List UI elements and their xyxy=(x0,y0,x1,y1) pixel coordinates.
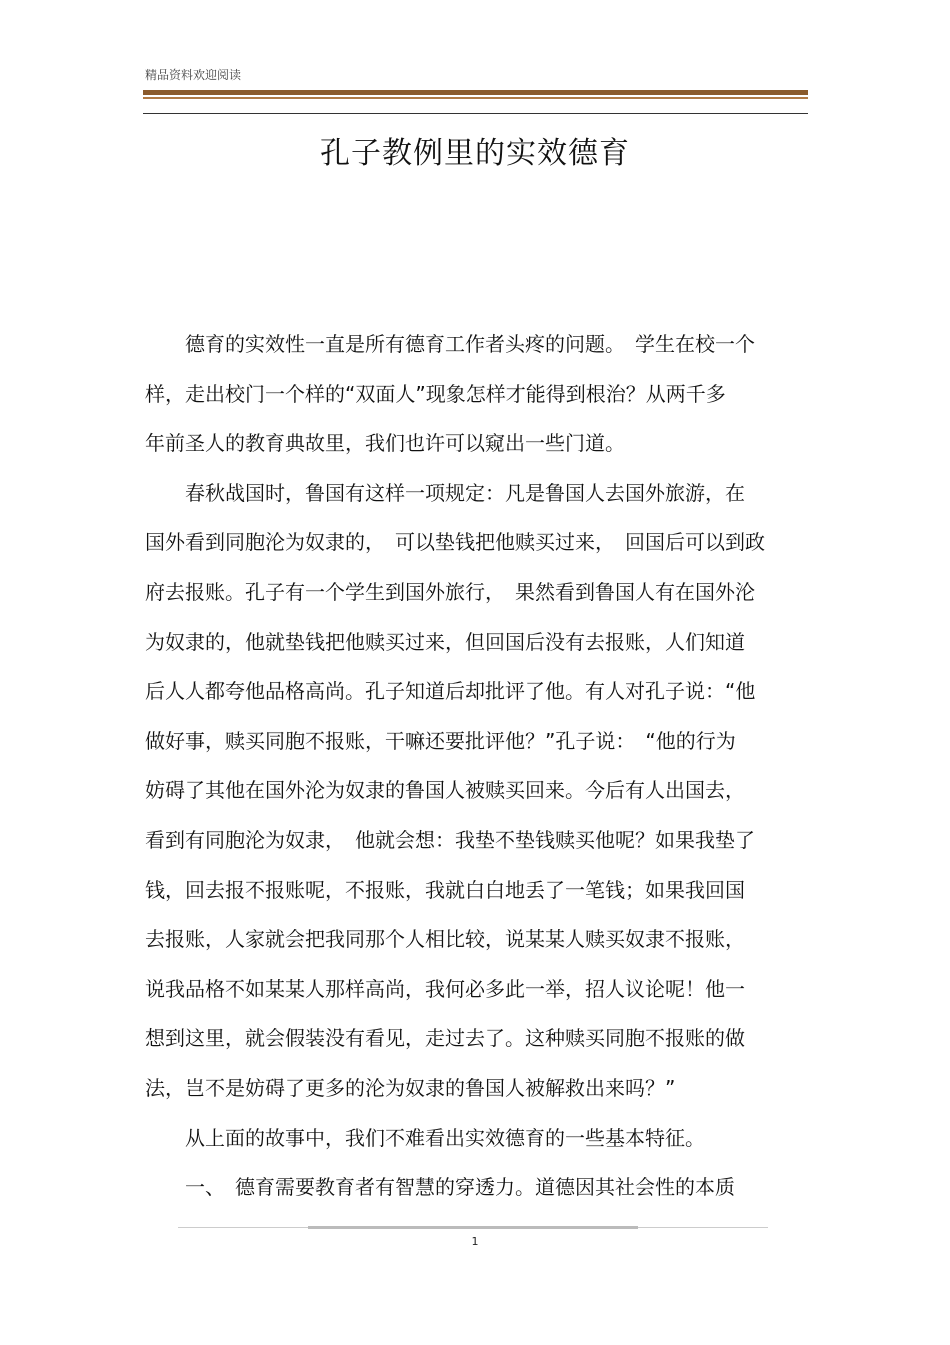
text-line: 看到有同胞沦为奴隶， 他就会想：我垫不垫钱赎买他呢？如果我垫了 xyxy=(145,827,755,852)
header-rule-thick xyxy=(143,90,808,95)
page-number: 1 xyxy=(471,1235,479,1248)
text-line: 去报账，人家就会把我同那个人相比较，说某某人赎买奴隶不报账， xyxy=(145,927,745,952)
running-header: 精品资料欢迎阅读 xyxy=(145,68,242,82)
text-line: 想到这里，就会假装没有看见，走过去了。这种赎买同胞不报账的做 xyxy=(145,1026,745,1051)
text-line: 为奴隶的，他就垫钱把他赎买过来，但回国后没有去报账，人们知道 xyxy=(145,629,745,654)
header-rule-thin xyxy=(143,113,808,114)
header-rule-accent xyxy=(143,97,808,99)
text-line: 说我品格不如某某人那样高尚，我何必多此一举，招人议论呢！他一 xyxy=(145,976,745,1001)
text-line: 德育的实效性一直是所有德育工作者头疼的问题。 学生在校一个 xyxy=(145,332,755,356)
text-line: 府去报账。孔子有一个学生到国外旅行， 果然看到鲁国人有在国外沦 xyxy=(145,579,755,604)
text-line: 妨碍了其他在国外沦为奴隶的鲁国人被赎买回来。今后有人出国去， xyxy=(145,778,745,803)
text-line: 样，走出校门一个样的“双面人”现象怎样才能得到根治？从两千多 xyxy=(145,381,726,406)
document-body xyxy=(145,320,810,1213)
document-title: 孔子教例里的实效德育 xyxy=(320,136,630,171)
footer-rule-accent xyxy=(308,1226,638,1229)
text-line: 国外看到同胞沦为奴隶的， 可以垫钱把他赎买过来， 回国后可以到政 xyxy=(145,530,765,555)
text-line: 春秋战国时，鲁国有这样一项规定：凡是鲁国人去国外旅游，在 xyxy=(145,480,745,505)
text-line: 法，岂不是妨碍了更多的沦为奴隶的鲁国人被解救出来吗？” xyxy=(145,1075,676,1100)
text-line: 钱，回去报不报账呢，不报账，我就白白地丢了一笔钱；如果我回国 xyxy=(145,877,745,902)
text-line: 一、 德育需要教育者有智慧的穿透力。道德因其社会性的本质 xyxy=(145,1175,735,1200)
text-line: 后人人都夸他品格高尚。孔子知道后却批评了他。有人对孔子说：“他 xyxy=(145,679,756,704)
text-line: 做好事，赎买同胞不报账，干嘛还要批评他？”孔子说： “他的行为 xyxy=(145,728,736,753)
text-line: 从上面的故事中，我们不难看出实效德育的一些基本特征。 xyxy=(145,1125,705,1150)
text-line: 年前圣人的教育典故里，我们也许可以窥出一些门道。 xyxy=(145,431,625,456)
